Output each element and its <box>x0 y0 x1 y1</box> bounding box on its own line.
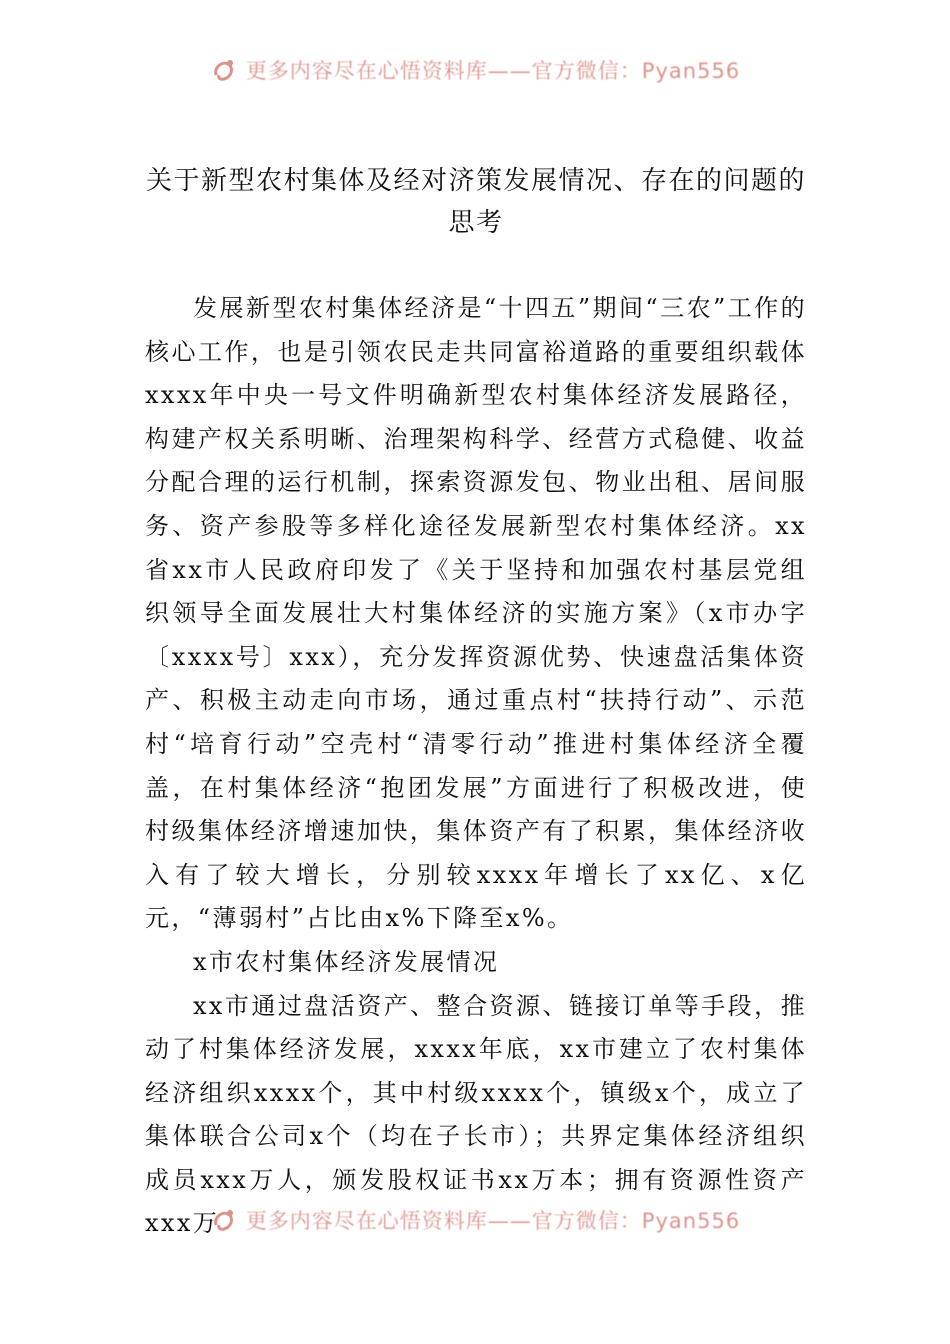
paragraph-section-1: xx市通过盘活资产、整合资源、链接订单等手段，推动了村集体经济发展，xxxx年底，xx市建立了农村集体经济组织xxxx个，其中村级xxxx个，镇级x个，成立了集体联合公司x个（均在子长市）；共界定集体经济组织成员xxx万人，颁发股权证书xx万本；拥有资源性资产xxx万 <box>145 991 807 1238</box>
watermark-text: 更多内容尽在心悟资料库——官方微信：Pyan556 <box>245 59 741 83</box>
document-title: 关于新型农村集体及经对济策发展情况、存在的问题的思考 <box>145 166 806 238</box>
paragraph-intro: 发展新型农村集体经济是“十四五”期间“三农”工作的核心工作，也是引领农民走共同富裕道路的重要组织载体xxxx年中央一号文件明确新型农村集体经济发展路径，构建产权关系明晰、治理架构科学、经营方式稳健、收益分配合理的运行机制，探索资源发包、物业出租、居间服务、资产参股等多样化途径发展新型农村集体经济。xx省xx市人民政府印发了《关于坚持和加强农村基层党组织领导全面发展壮大村集体经济的实施方案》（x市办字〔xxxx号〕xxx），充分发挥资源优势、快速盘活集体资产、积极主动走向市场，通过重点村“扶持行动”、示范村“培育行动”空壳村“清零行动”推进村集体经济全覆盖，在村集体经济“抱团发展”方面进行了积极改进，使村级集体经济增速加快，集体资产有了积累，集体经济收入有了较大增长，分别较xxxx年增长了xx亿、x亿元，“薄弱村”占比由x%下降至x%。 <box>145 294 807 933</box>
document-body <box>145 287 807 1246</box>
watermark-bottom <box>0 1200 950 1240</box>
watermark-top <box>0 50 950 90</box>
section-heading: x市农村集体经济发展情况 <box>193 947 500 976</box>
watermark-text: 更多内容尽在心悟资料库——官方微信：Pyan556 <box>245 1209 741 1233</box>
brand-logo-icon <box>210 55 240 85</box>
brand-logo-icon <box>210 1205 240 1235</box>
